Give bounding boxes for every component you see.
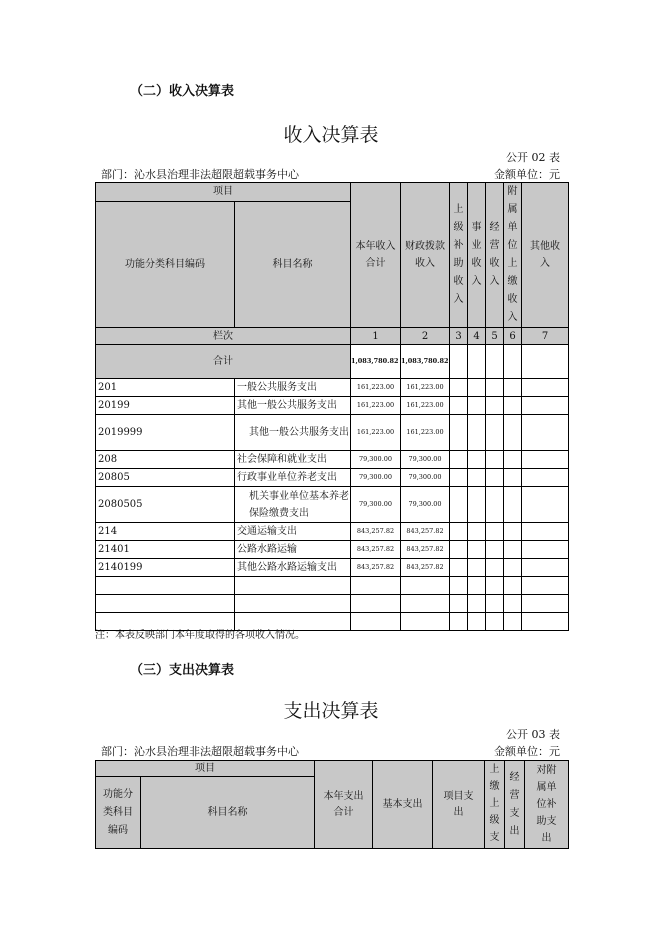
subject-name: 社会保障和就业支出 [235, 451, 351, 469]
expense-header-subject-name: 科目名称 [141, 777, 315, 849]
column-index-label: 栏次 [96, 328, 351, 345]
empty-cell [468, 451, 486, 469]
empty-cell [522, 397, 569, 415]
total-income-value: 79,300.00 [351, 451, 401, 469]
header-other-income: 其他收入 [522, 183, 569, 328]
empty-cell [450, 559, 468, 577]
fiscal-income-value: 843,257.82 [401, 559, 450, 577]
expense-header-affiliated: 对附属单位补助支出 [525, 761, 569, 849]
total-fiscal-amount: 1,083,780.82 [401, 345, 450, 379]
total-income-value: 843,257.82 [351, 523, 401, 541]
empty-cell [504, 559, 522, 577]
header-fiscal-income: 财政拨款收入 [401, 183, 450, 328]
empty-cell [504, 469, 522, 487]
empty-cell [450, 397, 468, 415]
header-affiliated-income: 附属单位上缴收入 [504, 183, 522, 328]
column-index: 2 [401, 328, 450, 345]
column-index: 4 [468, 328, 486, 345]
expense-table [95, 760, 569, 849]
fiscal-income-value: 161,223.00 [401, 397, 450, 415]
column-index: 6 [504, 328, 522, 345]
expense-department: 部门：沁水县治理非法超限超载事务中心 [101, 745, 299, 758]
total-income-value: 843,257.82 [351, 541, 401, 559]
empty-cell [522, 415, 569, 451]
total-income-value: 161,223.00 [351, 397, 401, 415]
empty-cell [468, 397, 486, 415]
empty-cell [522, 379, 569, 397]
header-subject-name: 科目名称 [235, 201, 351, 327]
subject-name: 交通运输支出 [235, 523, 351, 541]
empty-cell [450, 469, 468, 487]
subject-code: 21401 [96, 541, 235, 559]
subject-code: 2140199 [96, 559, 235, 577]
expense-header-operating: 经营支出 [505, 761, 525, 849]
empty-cell [450, 451, 468, 469]
empty-cell [486, 487, 504, 523]
income-row [96, 523, 569, 541]
total-income-value: 843,257.82 [351, 559, 401, 577]
income-row [96, 451, 569, 469]
subject-code: 214 [96, 523, 235, 541]
header-operating-income: 经营收入 [486, 183, 504, 328]
income-section-heading: （二）收入决算表 [130, 84, 235, 99]
income-department: 部门：沁水县治理非法超限超载事务中心 [101, 168, 299, 181]
income-row [96, 379, 569, 397]
empty-cell [486, 559, 504, 577]
empty-cell [504, 397, 522, 415]
empty-cell [468, 541, 486, 559]
expense-section-heading: （三）支出决算表 [130, 663, 235, 678]
empty-cell [468, 559, 486, 577]
income-row [96, 415, 569, 451]
expense-header-total: 本年支出合计 [315, 761, 373, 849]
empty-cell [486, 379, 504, 397]
income-row [96, 541, 569, 559]
empty-cell [522, 541, 569, 559]
income-form-code: 公开 02 表 [506, 151, 560, 164]
income-table-title: 收入决算表 [283, 124, 379, 146]
subject-code: 2080505 [96, 487, 235, 523]
fiscal-income-value: 79,300.00 [401, 469, 450, 487]
subject-code: 201 [96, 379, 235, 397]
subject-name: 一般公共服务支出 [235, 379, 351, 397]
empty-cell [522, 451, 569, 469]
total-row-label: 合计 [96, 345, 351, 379]
empty-cell [504, 415, 522, 451]
total-income-value: 161,223.00 [351, 415, 401, 451]
fiscal-income-value: 161,223.00 [401, 415, 450, 451]
empty-cell [486, 397, 504, 415]
header-item: 项目 [96, 183, 351, 202]
subject-name: 其他公路水路运输支出 [235, 559, 351, 577]
fiscal-income-value: 79,300.00 [401, 487, 450, 523]
empty-cell [486, 541, 504, 559]
income-row [96, 469, 569, 487]
total-income-value: 79,300.00 [351, 469, 401, 487]
column-index: 7 [522, 328, 569, 345]
column-index: 5 [486, 328, 504, 345]
subject-name: 其他一般公共服务支出 [235, 415, 351, 451]
empty-cell [450, 523, 468, 541]
total-income-amount: 1,083,780.82 [351, 345, 401, 379]
expense-header-upper-remit: 上缴上级支 [485, 761, 505, 849]
empty-cell [522, 487, 569, 523]
income-row [96, 559, 569, 577]
empty-cell [468, 379, 486, 397]
empty-cell [504, 541, 522, 559]
total-income-value: 161,223.00 [351, 379, 401, 397]
subject-code: 208 [96, 451, 235, 469]
column-index: 1 [351, 328, 401, 345]
empty-cell [522, 523, 569, 541]
subject-name: 其他一般公共服务支出 [235, 397, 351, 415]
subject-name: 行政事业单位养老支出 [235, 469, 351, 487]
empty-cell [504, 487, 522, 523]
expense-unit: 金额单位：元 [494, 745, 560, 758]
subject-code: 2019999 [96, 415, 235, 451]
empty-cell [522, 469, 569, 487]
header-career-income: 事业收入 [468, 183, 486, 328]
subject-code: 20199 [96, 397, 235, 415]
expense-form-code: 公开 03 表 [506, 728, 560, 741]
income-row [96, 397, 569, 415]
expense-header-item: 项目 [96, 761, 315, 777]
empty-cell [450, 487, 468, 523]
empty-cell [486, 451, 504, 469]
income-table [95, 182, 569, 631]
empty-cell [450, 541, 468, 559]
empty-cell [486, 523, 504, 541]
expense-header-func-code: 功能分类科目编码 [96, 777, 141, 849]
empty-cell [450, 415, 468, 451]
subject-name: 公路水路运输 [235, 541, 351, 559]
expense-header-basic: 基本支出 [373, 761, 433, 849]
fiscal-income-value: 843,257.82 [401, 541, 450, 559]
empty-cell [522, 559, 569, 577]
header-func-code: 功能分类科目编码 [96, 201, 235, 327]
empty-cell [468, 487, 486, 523]
income-row [96, 487, 569, 523]
empty-cell [504, 451, 522, 469]
empty-cell [504, 523, 522, 541]
empty-cell [468, 469, 486, 487]
fiscal-income-value: 843,257.82 [401, 523, 450, 541]
expense-header-project: 项目支出 [433, 761, 485, 849]
empty-cell [486, 469, 504, 487]
column-index: 3 [450, 328, 468, 345]
fiscal-income-value: 161,223.00 [401, 379, 450, 397]
subject-name: 机关事业单位基本养老保险缴费支出 [235, 487, 351, 523]
header-total-income: 本年收入合计 [351, 183, 401, 328]
empty-cell [468, 415, 486, 451]
subject-code: 20805 [96, 469, 235, 487]
header-upper-subsidy-income: 上级补助收入 [450, 183, 468, 328]
income-unit: 金额单位：元 [494, 168, 560, 181]
empty-cell [468, 523, 486, 541]
empty-cell [450, 379, 468, 397]
total-income-value: 79,300.00 [351, 487, 401, 523]
empty-cell [504, 379, 522, 397]
empty-cell [486, 415, 504, 451]
expense-table-title: 支出决算表 [283, 700, 379, 722]
income-note: 注：本表反映部门本年度取得的各项收入情况。 [95, 630, 305, 641]
fiscal-income-value: 79,300.00 [401, 451, 450, 469]
